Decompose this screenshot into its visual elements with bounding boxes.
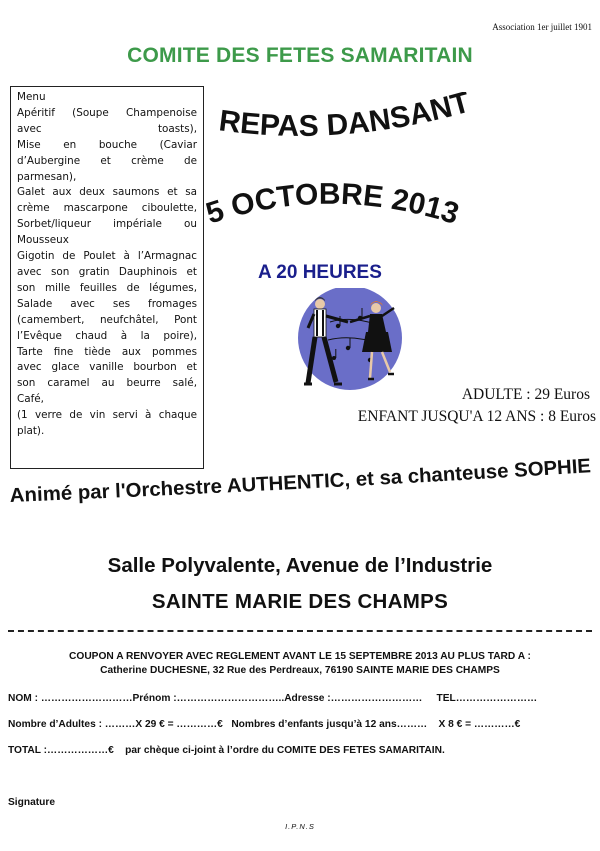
venue-hall: Salle Polyvalente, Avenue de l’Industrie <box>107 554 493 577</box>
form-row-total[interactable]: TOTAL :………………€ par chèque ci-joint à l’ordre du COMITE DES FETES SAMARITAIN. <box>8 745 445 756</box>
page-title: COMITE DES FETES SAMARITAIN <box>127 44 473 67</box>
venue-city: SAINTE MARIE DES CHAMPS <box>151 590 449 613</box>
menu-line: d’Aubergine et crème de <box>17 154 197 167</box>
menu-line: Sorbet/liqueur impériale ou <box>17 218 197 231</box>
cut-line <box>8 630 592 632</box>
menu-line: (camembert, neufchâtel, Pont <box>17 313 197 326</box>
menu-line: Mousseux <box>17 234 69 247</box>
orchestra-text: Animé par l'Orchestre AUTHENTIC, et sa chanteuse SOPHIE <box>9 455 592 507</box>
event-time: A 20 HEURES <box>258 262 382 283</box>
menu-line: Tarte fine tiède aux pommes <box>17 345 197 358</box>
coupon-address: Catherine DUCHESNE, 32 Rue des Perdreaux, 76190 SAINTE MARIE DES CHAMPS <box>100 665 500 676</box>
menu-line: crème mascarpone ciboulette, <box>17 202 197 215</box>
adult-price: ADULTE : 29 Euros <box>461 386 590 403</box>
menu-line: Mise en bouche (Caviar <box>17 138 197 151</box>
form-row-identity[interactable]: NOM : ………………………Prénom :…………………………..Adresse :……………………… TEL…………………… <box>8 693 538 704</box>
menu-line: Apéritif (Soupe Champenoise <box>17 106 197 119</box>
menu-line: Café, <box>17 393 44 406</box>
association-note: Association 1er juillet 1901 <box>492 22 592 32</box>
event-heading <box>200 92 510 262</box>
signature-label: Signature <box>8 797 55 808</box>
form-row-quantities[interactable]: Nombre d’Adultes : ………X 29 € = …………€ Nombres d’enfants jusqu’à 12 ans……… X 8 € = …………€ <box>8 719 521 730</box>
menu-heading: Menu <box>17 91 46 103</box>
menu-line: son mille feuilles de légumes, <box>17 281 197 294</box>
menu-line: Salade avec ses fromages <box>17 297 197 310</box>
menu-line: l’Evêque chaud à la poire), <box>17 329 197 342</box>
orchestra-banner <box>8 452 596 508</box>
menu-line: son caramel au beurre salé, <box>17 377 197 390</box>
menu-line: parmesan), <box>17 170 77 183</box>
menu-box <box>10 86 204 469</box>
menu-line: Galet aux deux saumons et sa <box>17 186 197 199</box>
ipns-footer: I.P.N.S <box>285 822 315 831</box>
menu-line: plat). <box>17 425 45 438</box>
menu-line: Gigotin de Poulet à l’Armagnac <box>17 250 197 263</box>
dancers-illustration <box>290 288 410 400</box>
menu-line: avec toasts), <box>17 122 197 135</box>
menu-line: avec glace vanille bourbon et <box>17 361 197 374</box>
coupon-line-1: COUPON A RENVOYER AVEC REGLEMENT AVANT LE 15 SEPTEMBRE 2013 AU PLUS TARD A : <box>69 651 531 662</box>
menu-line: (1 verre de vin servi à chaque <box>17 409 197 422</box>
event-date-text: 5 OCTOBRE 2013 <box>202 177 463 231</box>
repas-dansant-text: REPAS DANSANT <box>217 92 474 143</box>
coupon-header <box>0 650 600 678</box>
child-price: ENFANT JUSQU'A 12 ANS : 8 Euros <box>357 408 596 425</box>
menu-line: avec son gratin Dauphinois et <box>17 265 197 278</box>
